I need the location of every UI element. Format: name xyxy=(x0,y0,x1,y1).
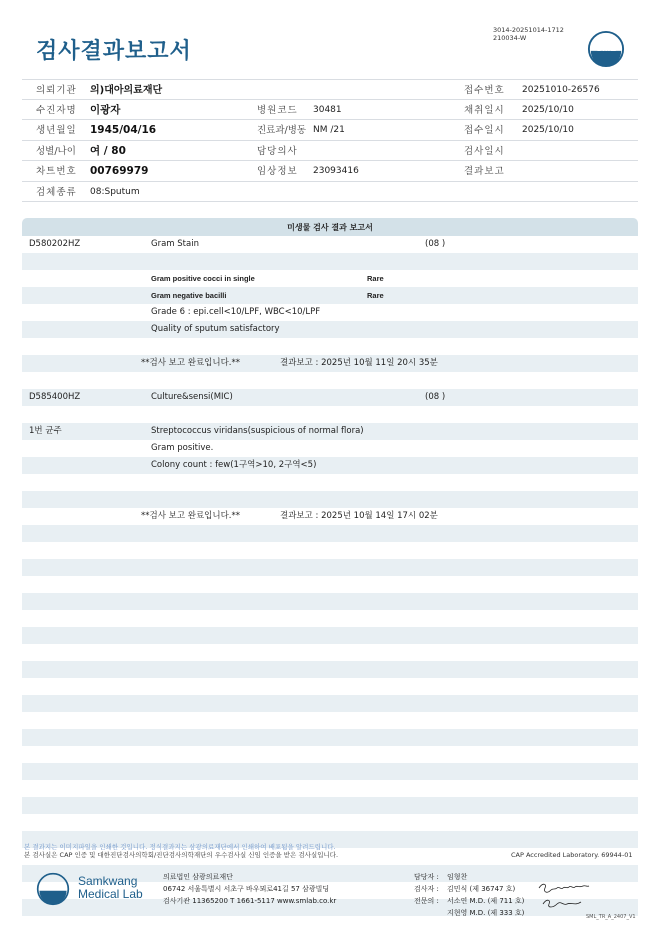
expert-name-1: 서소연 M.D. (제 711 호) xyxy=(447,897,525,905)
blank-row xyxy=(22,542,638,559)
expert-label: 전문의 : xyxy=(414,897,439,905)
expert-name-2: 지현영 M.D. (제 333 호) xyxy=(447,909,525,917)
receipt-date-value: 2025/10/10 xyxy=(522,125,574,135)
report-complete-row xyxy=(22,355,638,372)
tester-name: 김민식 (제 36747 호) xyxy=(447,885,516,893)
result-row xyxy=(22,423,638,440)
collect-date-value: 2025/10/10 xyxy=(522,104,574,115)
chart-value: 00769979 xyxy=(90,165,149,177)
quality-text: Quality of sputum satisfactory xyxy=(151,324,280,334)
blank-row xyxy=(22,712,638,729)
blank-row xyxy=(22,372,638,389)
sml-logo-icon xyxy=(587,30,625,68)
patient-label: 수진자명 xyxy=(36,104,77,116)
specimen-label: 검체종류 xyxy=(36,186,77,198)
finding-label: Gram negative bacilli xyxy=(151,291,227,300)
svg-text:SML: SML xyxy=(44,882,62,893)
blank-row xyxy=(22,525,638,542)
blank-row xyxy=(22,593,638,610)
result-row xyxy=(22,304,638,321)
blank-row xyxy=(22,780,638,797)
institution-label: 의뢰기관 xyxy=(36,85,77,96)
blank-row xyxy=(22,797,638,814)
result-row xyxy=(22,270,638,287)
result-row xyxy=(22,440,638,457)
report-time: 결과보고 : 2025년 10월 11일 20시 35분 xyxy=(280,358,438,368)
blank-row xyxy=(22,746,638,763)
accreditation-note: 본 검사실은 CAP 인증 및 대한진단검사의학회/진단검사의학재단의 우수검사실 신임 인증을 받은 검사실입니다. xyxy=(24,851,339,859)
specimen-value: 08:Sputum xyxy=(90,186,140,197)
result-row xyxy=(22,287,638,304)
gram-result-text: Gram positive. xyxy=(151,443,214,453)
specimen-code: (08 ) xyxy=(425,239,446,249)
cap-accreditation: CAP Accredited Laboratory. 69944-01 xyxy=(511,851,633,859)
sml-logo-icon xyxy=(36,872,70,906)
blank-row xyxy=(22,491,638,508)
microbiology-report xyxy=(22,218,638,925)
colony-count-text: Colony count : few(1구역>10, 2구역<5) xyxy=(151,460,317,470)
blank-row xyxy=(22,661,638,678)
document-code: 3014-20251014-1712 210034-W xyxy=(493,26,564,42)
test-row-gram-stain xyxy=(22,236,638,253)
institution-value: 의)대아의료재단 xyxy=(90,85,163,96)
blank-row xyxy=(22,814,638,831)
report-complete-text: **검사 보고 완료입니다.** xyxy=(141,511,241,521)
blank-row xyxy=(22,253,638,270)
info-row xyxy=(22,141,638,162)
manager-name: 임형찬 xyxy=(447,873,468,881)
lab-address xyxy=(163,871,336,907)
brand-name: Samkwang Medical Lab xyxy=(78,874,143,901)
collect-date-label: 채취일시 xyxy=(464,104,505,116)
test-name: Gram Stain xyxy=(151,239,199,249)
signers xyxy=(414,871,524,919)
svg-text:SML: SML xyxy=(595,42,617,54)
chart-label: 차트번호 xyxy=(36,166,77,177)
image-print-note: 본 결과지는 이미지파일을 인쇄한 것입니다. 정식결과지는 삼광의료재단에서 인쇄하여 배포됨을 알려드립니다. xyxy=(24,843,336,851)
info-row xyxy=(22,100,638,121)
patient-value: 이광자 xyxy=(90,103,121,116)
report-complete-text: **검사 보고 완료입니다.** xyxy=(141,358,241,368)
receipt-no-value: 20251010-26576 xyxy=(522,85,600,95)
dept-label: 진료과/병동 xyxy=(257,125,307,136)
sex-age-value: 여 / 80 xyxy=(90,144,126,157)
hospcode-label: 병원코드 xyxy=(257,104,298,116)
report-header: 미생물 검사 결과 보고서 xyxy=(22,218,638,236)
sex-age-label: 성별/나이 xyxy=(36,145,76,157)
specimen-code: (08 ) xyxy=(425,392,446,402)
test-code: D585400HZ xyxy=(29,392,81,402)
info-row xyxy=(22,79,638,100)
signature-image xyxy=(537,880,593,914)
blank-row xyxy=(22,627,638,644)
test-date-label: 검사일시 xyxy=(464,145,505,157)
blank-row xyxy=(22,576,638,593)
doctor-label: 담당의사 xyxy=(257,145,298,157)
manager-label: 담당자 : xyxy=(414,873,439,881)
blank-row xyxy=(22,338,638,355)
blank-row xyxy=(22,729,638,746)
test-code: D580202HZ xyxy=(29,239,81,249)
finding-value: Rare xyxy=(367,274,384,283)
info-row xyxy=(22,120,638,141)
receipt-no-label: 접수번호 xyxy=(464,85,505,96)
dob-value: 1945/04/16 xyxy=(90,124,157,136)
result-row xyxy=(22,457,638,474)
blank-row xyxy=(22,406,638,423)
clinical-value: 23093416 xyxy=(313,166,359,176)
blank-row xyxy=(22,644,638,661)
blank-row xyxy=(22,474,638,491)
isolate-label: 1번 균주 xyxy=(29,426,62,436)
blank-row xyxy=(22,916,638,925)
receipt-date-label: 접수일시 xyxy=(464,125,505,136)
patient-info-table xyxy=(22,79,638,202)
address: 06742 서울특별시 서초구 바우뫼로41길 57 삼광빌딩 xyxy=(163,885,330,893)
dob-label: 생년월일 xyxy=(36,125,77,136)
organism-text: Streptococcus viridans(suspicious of normal flora) xyxy=(151,426,364,436)
finding-value: Rare xyxy=(367,291,384,300)
info-row xyxy=(22,161,638,182)
clinical-label: 임상정보 xyxy=(257,166,298,177)
hospcode-value: 30481 xyxy=(313,104,342,115)
dept-value: NM /21 xyxy=(313,125,345,135)
blank-row xyxy=(22,763,638,780)
blank-row xyxy=(22,610,638,627)
info-row xyxy=(22,182,638,203)
blank-row xyxy=(22,559,638,576)
contact: 검사기관 11365200 T 1661-5117 www.smlab.co.kr xyxy=(163,897,337,905)
report-time: 결과보고 : 2025년 10월 14일 17시 02분 xyxy=(280,511,438,521)
tester-label: 검사자 : xyxy=(414,885,439,893)
finding-label: Gram positive cocci in single xyxy=(151,274,255,283)
blank-row xyxy=(22,695,638,712)
grade-text: Grade 6 : epi.cell<10/LPF, WBC<10/LPF xyxy=(151,307,321,317)
org-name: 의료법인 삼광의료재단 xyxy=(163,873,233,881)
report-complete-row xyxy=(22,508,638,525)
test-name: Culture&sensi(MIC) xyxy=(151,392,233,402)
blank-row xyxy=(22,678,638,695)
result-row xyxy=(22,321,638,338)
report-label: 결과보고 xyxy=(464,166,505,177)
page-title: 검사결과보고서 xyxy=(36,39,192,64)
test-row-culture xyxy=(22,389,638,406)
form-code: SML_TR_A_2407_V1 xyxy=(586,914,636,920)
